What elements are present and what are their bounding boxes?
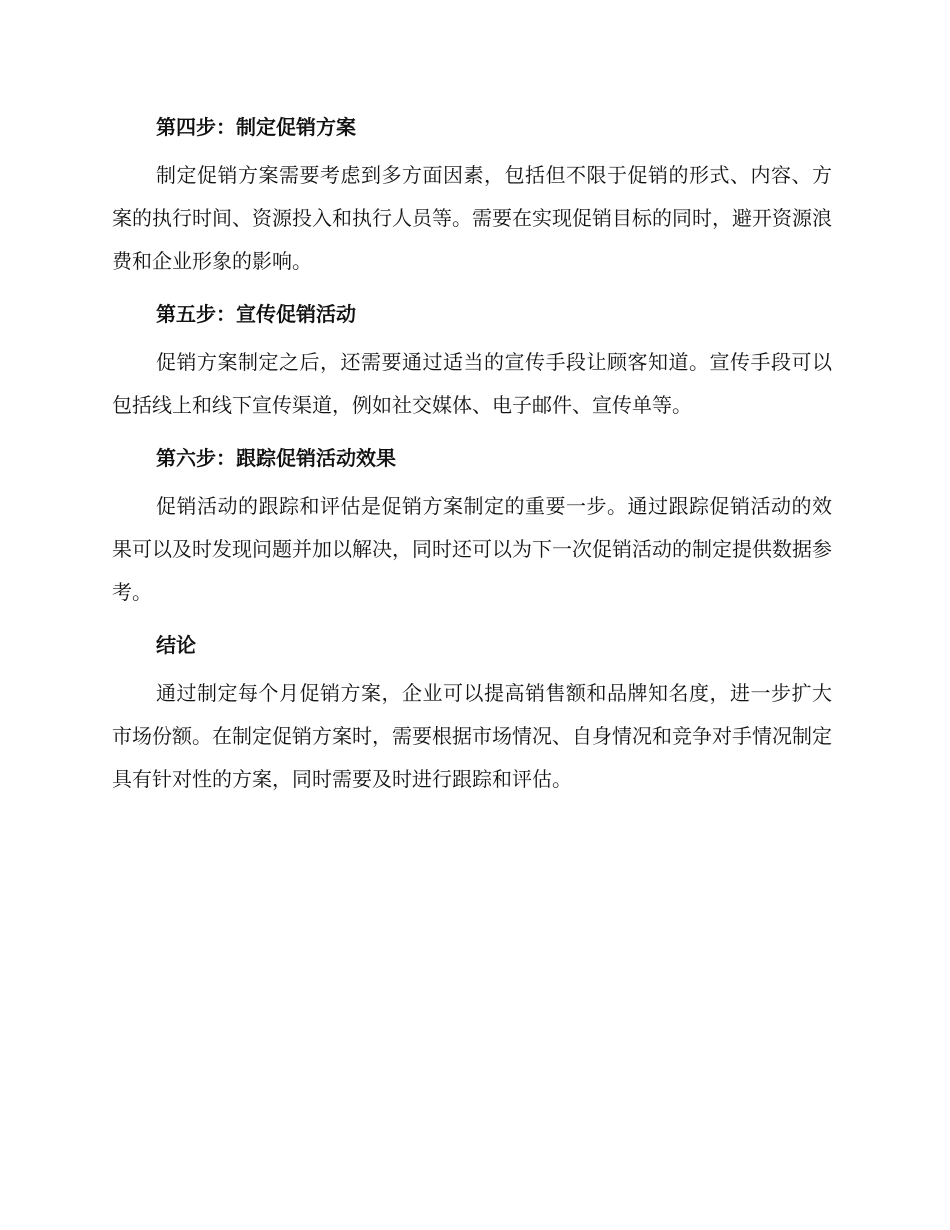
section-heading-conclusion: 结论	[156, 633, 196, 657]
section-paragraph-conclusion: 通过制定每个月促销方案，企业可以提高销售额和品牌知名度，进一步扩大市场份额。在制定促销方案时，需要根据市场情况、自身情况和竞争对手情况制定具有针对性的方案，同时需要及时进行跟踪和评估。	[112, 681, 832, 791]
section-paragraph-step6: 促销活动的跟踪和评估是促销方案制定的重要一步。通过跟踪促销活动的效果可以及时发现问题并加以解决，同时还可以为下一次促销活动的制定提供数据参考。	[112, 494, 832, 604]
section-paragraph-step5: 促销方案制定之后，还需要通过适当的宣传手段让顾客知道。宣传手段可以包括线上和线下宣传渠道，例如社交媒体、电子邮件、宣传单等。	[112, 350, 832, 417]
section-heading-step4: 第四步：制定促销方案	[156, 115, 356, 139]
section-heading-step5: 第五步：宣传促销活动	[156, 302, 356, 326]
section-paragraph-step4: 制定促销方案需要考虑到多方面因素，包括但不限于促销的形式、内容、方案的执行时间、资源投入和执行人员等。需要在实现促销目标的同时，避开资源浪费和企业形象的影响。	[112, 163, 832, 273]
section-heading-step6: 第六步：跟踪促销活动效果	[156, 446, 396, 470]
document-body	[112, 108, 832, 813]
